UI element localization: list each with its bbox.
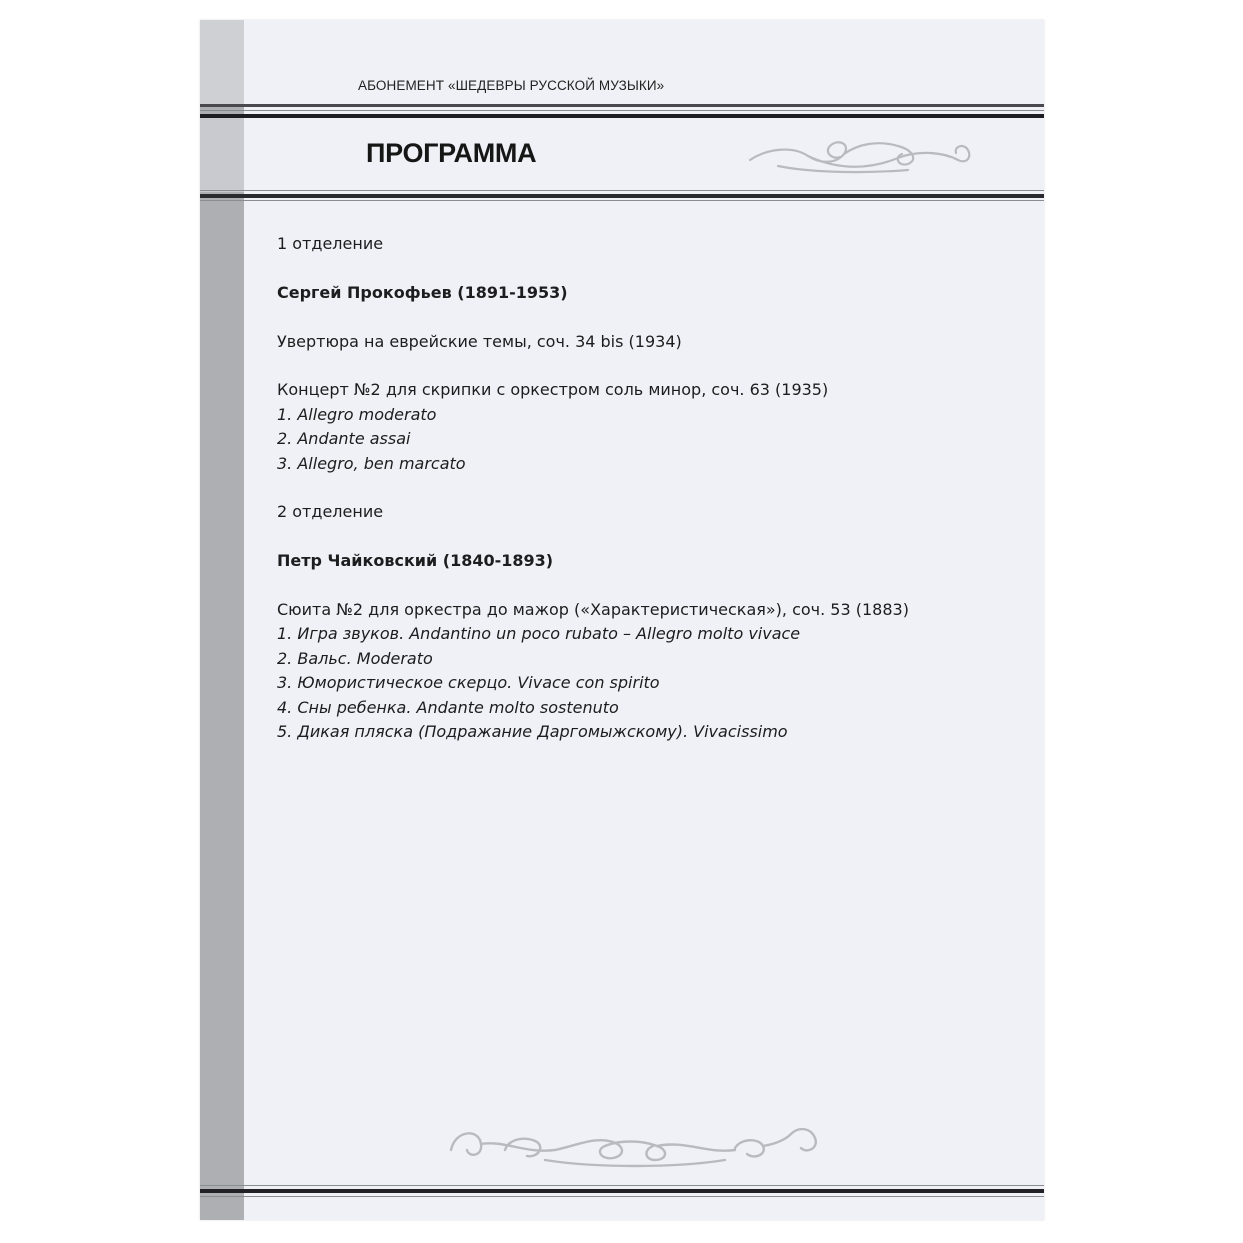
program-page <box>200 20 1044 1220</box>
program-content <box>277 232 1017 744</box>
footer-rule <box>200 1189 1044 1193</box>
movement-item: 4. Сны ребенка. Andante molto sostenuto <box>277 697 619 717</box>
flourish-ornament-icon <box>445 1110 825 1180</box>
movement-item: 2. Вальс. Moderato <box>277 648 433 668</box>
work-title: Сюита №2 для оркестра до мажор («Характеристическая»), соч. 53 (1883) <box>277 600 909 619</box>
movement-item: 2. Andante assai <box>277 429 411 449</box>
flourish-ornament-icon <box>748 130 974 180</box>
footer-rule <box>200 1196 1044 1197</box>
part-label: 1 отделение <box>277 234 384 253</box>
header-rule <box>200 190 1044 191</box>
side-band-top <box>200 20 244 104</box>
header-rule <box>200 110 1044 111</box>
movement-item: 3. Юмористическое скерцо. Vivace con spirito <box>277 673 660 693</box>
page-title: ПРОГРАММА <box>366 138 537 168</box>
movement-item: 5. Дикая пляска (Подражание Даргомыжскому). Vivacissimo <box>277 722 788 742</box>
header-rule <box>200 104 1044 107</box>
movement-item: 3. Allegro, ben marcato <box>277 453 466 473</box>
header-rule <box>200 114 1044 118</box>
movement-item: 1. Игра звуков. Andantino un poco rubato – Allegro molto vivace <box>277 624 801 644</box>
header-rule <box>200 194 1044 198</box>
work-title: Увертюра на еврейские темы, соч. 34 bis (1934) <box>277 331 682 351</box>
work-title: Концерт №2 для скрипки с оркестром соль минор, соч. 63 (1935) <box>277 380 829 400</box>
footer-rule <box>200 1185 1044 1186</box>
part-label: 2 отделение <box>277 502 384 522</box>
subscription-title: АБОНЕМЕНТ «ШЕДЕВРЫ РУССКОЙ МУЗЫКИ» <box>358 78 665 93</box>
movement-item: 1. Allegro moderato <box>277 404 437 424</box>
header-rule <box>200 200 1044 201</box>
side-band-title <box>200 116 244 192</box>
composer-name: Сергей Прокофьев (1891-1953) <box>277 282 568 302</box>
composer-name: Петр Чайковский (1840-1893) <box>277 551 554 571</box>
